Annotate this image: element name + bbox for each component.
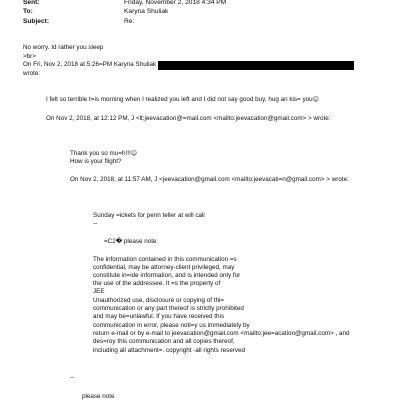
tickets-text: Sunday =ickets for penn teller at will call — [93, 212, 205, 219]
signature-dashes-1: -- — [93, 220, 98, 227]
sent-label: Sent: — [23, 0, 40, 6]
disclaimer-line: and may be=unlawful. If you have received this — [93, 313, 225, 320]
please-note-text: =C2� please note — [104, 238, 157, 245]
to-row — [23, 7, 323, 17]
subject-row — [23, 17, 323, 27]
quoted-message-2a — [70, 150, 137, 158]
subject-value: Re: — [124, 18, 135, 25]
signature-dashes-2: -- — [70, 374, 75, 381]
quote-attribution-1: On Fri, Nov 2, 2018 at 5:26=PM Karyna Shuliak — [23, 61, 157, 68]
disclaimer-line: The information contained in this communication =s — [93, 256, 237, 263]
disclaimer-line: communication in error, please noti=y us immediately by — [93, 322, 250, 329]
disclaimer-line: the use of the addressee. It =s the property of — [93, 280, 221, 287]
disclaimer-line: JEE — [93, 288, 105, 295]
quoted-message-2a-text: Thank you so mu=h!!! — [70, 150, 131, 157]
emoji-glyph: ☺ — [312, 96, 319, 103]
disclaimer-line: including all attachment=. copyright -all rights reserved — [93, 347, 246, 354]
disclaimer-line: return e-mail or by e-mail to jeevacation@gmail.com <mailto:jee=acation@gmail.com> , and — [93, 330, 350, 337]
disclaimer-line: confidential, may be attorney-client privileged, may — [93, 264, 235, 271]
wrote-label-1: wrote: — [23, 70, 41, 77]
sent-value: Friday, November 2, 2018 4:34 PM — [124, 0, 227, 6]
disclaimer-line: Unauthorized use, disclosure or copying of thi= — [93, 297, 225, 304]
disclaimer-line: des=roy this communication and all copies thereof, — [93, 338, 235, 345]
emoji-glyph-2: ☺ — [130, 150, 137, 157]
br-tag-text: >br> — [23, 53, 36, 60]
quote-attribution-3: On Nov 2, 2018, at 11:57 AM, J <jeevacation@gmail.com <mailto:jeevacati=n@gmail.com> > wrote: — [70, 176, 349, 183]
to-label: To: — [23, 8, 33, 15]
disclaimer-line: communication or any part thereof is strictly prohibited — [93, 305, 244, 312]
reply-text: No worry. Id rather you sleep — [23, 44, 104, 51]
redaction-bar — [158, 61, 354, 70]
please-note-text-2: please note — [82, 393, 115, 400]
quoted-message-2b: How is your flight? — [70, 158, 122, 165]
disclaimer-line: constitute in=ide information, and is intended only for — [93, 272, 241, 279]
quote-attribution-2: On Nov 2, 2018, at 12:12 PM, J <lt;jeevacation@=mail.com <mailto:jeevacation@gmail.com> > wrote: — [46, 115, 331, 122]
quoted-message-1 — [46, 96, 319, 104]
quoted-message-1-text: I felt so terrible t=is morning when I realized you left and I did not say good buy, hug an kis= you — [46, 96, 313, 103]
subject-label: Subject: — [23, 18, 50, 25]
to-value: Karyna Shuliak — [124, 8, 169, 15]
